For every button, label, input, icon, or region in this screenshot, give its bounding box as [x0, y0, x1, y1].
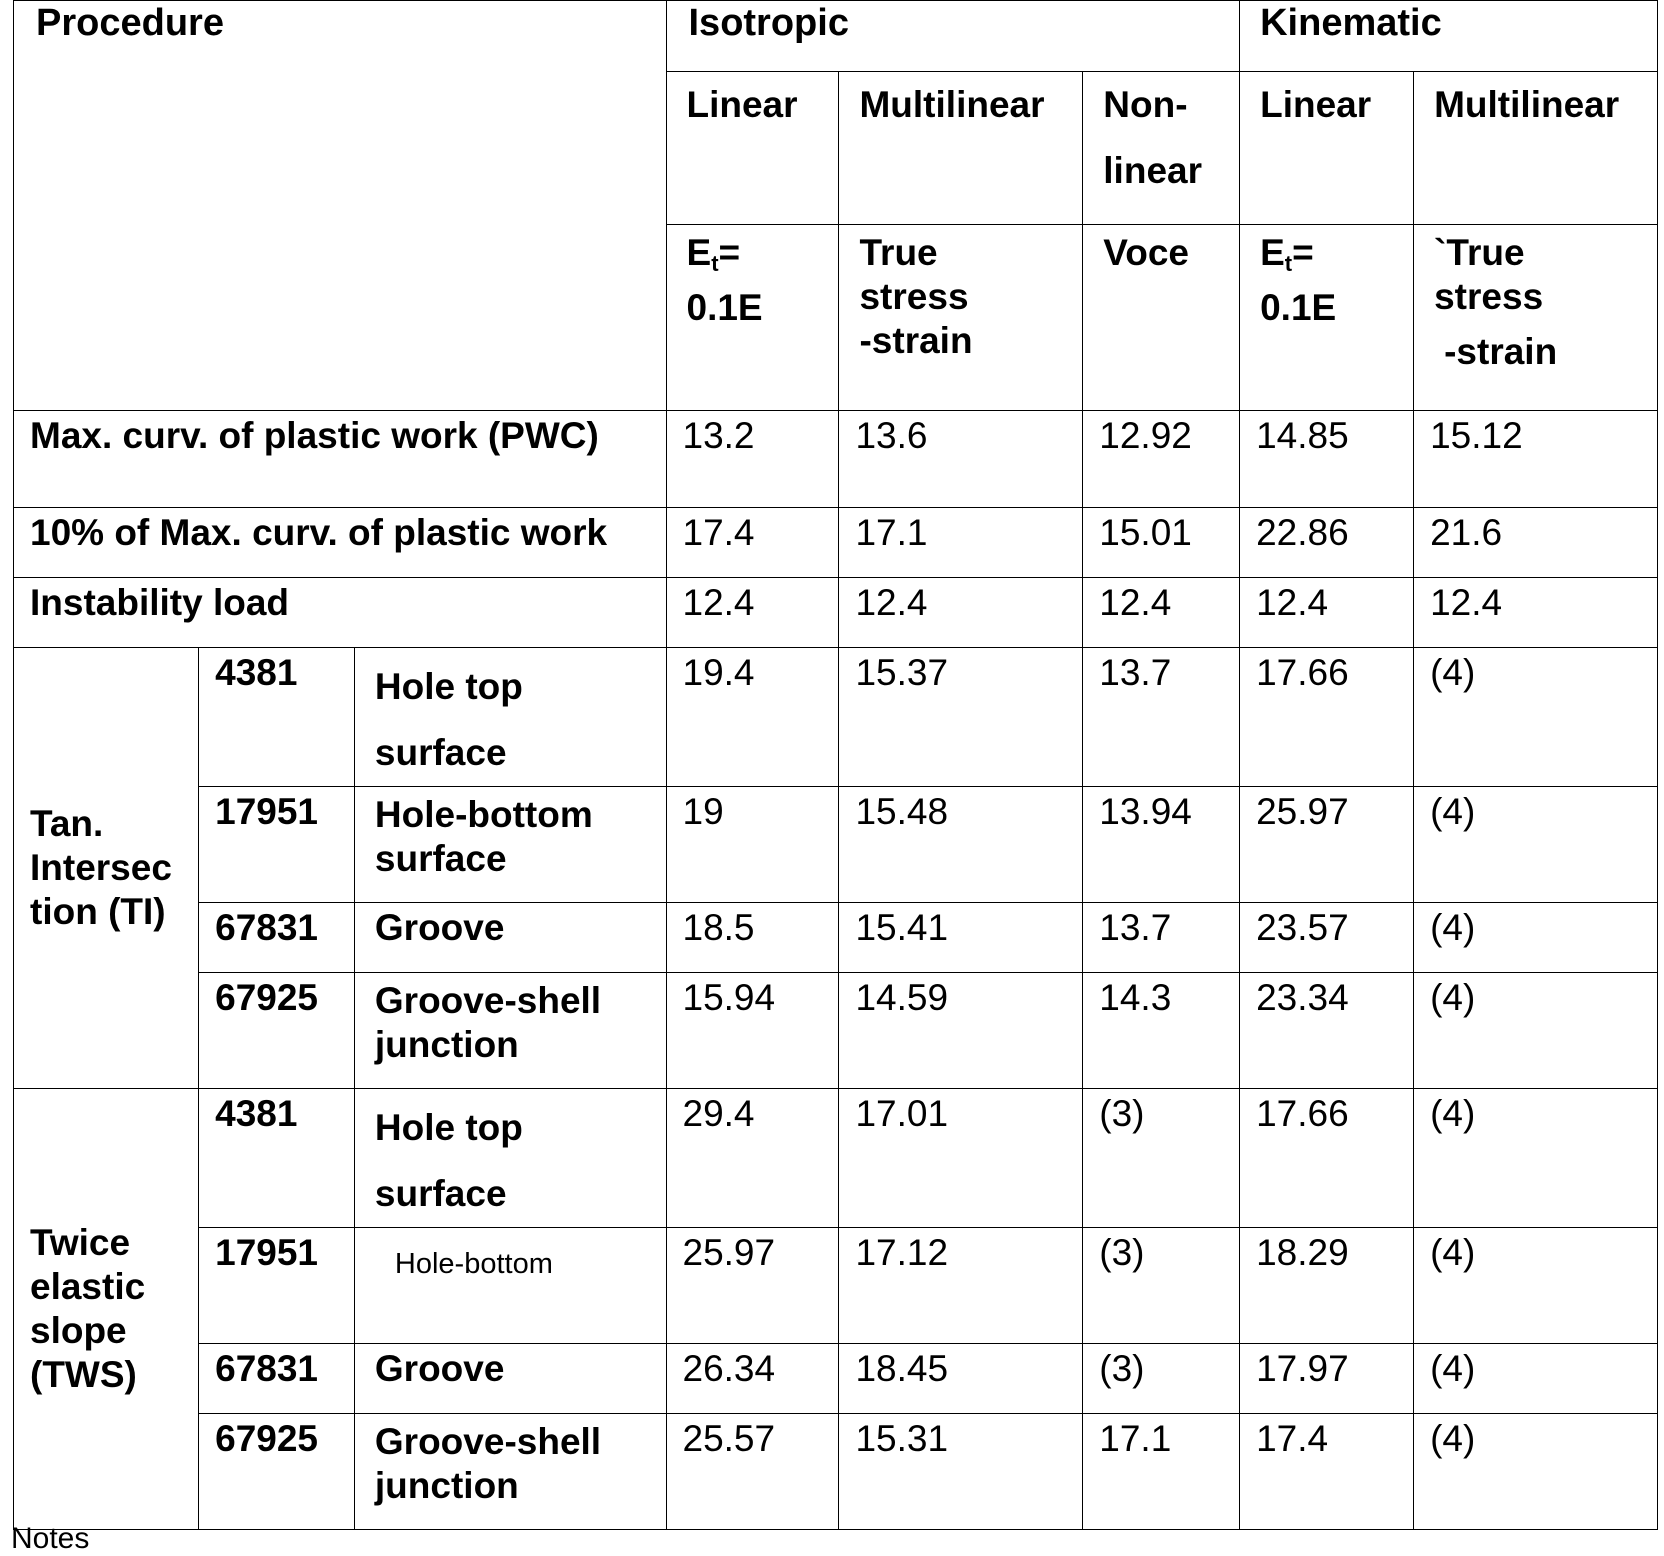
table-cell: (4) — [1414, 1414, 1658, 1530]
table-row — [14, 1228, 1658, 1344]
location-line: Hole top — [374, 666, 523, 707]
node-cell: 67831 — [199, 903, 355, 973]
table-cell: 17.01 — [839, 1089, 1083, 1228]
procedure-header — [14, 1, 667, 411]
kin-multi-model-line-1: `True — [1434, 232, 1525, 273]
row-label: Max. curv. of plastic work (PWC) — [14, 411, 667, 508]
table-cell: 17.97 — [1240, 1344, 1414, 1414]
table-cell: 13.2 — [666, 411, 839, 508]
procedure-header-text: Procedure — [36, 2, 224, 44]
group-label-tws — [14, 1089, 199, 1530]
location-line: junction — [374, 1465, 519, 1506]
kin-linear-model — [1240, 225, 1414, 411]
table-cell: 14.85 — [1240, 411, 1414, 508]
node-cell: 17951 — [199, 787, 355, 903]
location-cell — [354, 648, 666, 787]
table-cell: 18.29 — [1240, 1228, 1414, 1344]
group-label-line: (TWS) — [30, 1354, 137, 1395]
kinematic-header-text: Kinematic — [1260, 2, 1442, 44]
location-cell — [354, 1089, 666, 1228]
table-cell: 29.4 — [666, 1089, 839, 1228]
location-line: Groove — [374, 907, 505, 948]
table-row — [14, 411, 1658, 508]
iso-multilinear-model — [839, 225, 1083, 411]
table-row — [14, 508, 1658, 578]
node-cell: 4381 — [199, 648, 355, 787]
table-cell: 15.01 — [1083, 508, 1240, 578]
kin-multilinear-header — [1414, 72, 1658, 225]
location-cell — [354, 973, 666, 1089]
table-cell: 22.86 — [1240, 508, 1414, 578]
table-cell: (3) — [1083, 1344, 1240, 1414]
location-line: Hole-bottom — [394, 1248, 553, 1280]
table-cell: 15.37 — [839, 648, 1083, 787]
kinematic-header — [1240, 1, 1658, 72]
iso-linear-model-sub: t — [711, 251, 719, 276]
table-cell: 17.1 — [1083, 1414, 1240, 1530]
table-cell: 17.1 — [839, 508, 1083, 578]
iso-nonlinear-line-1: Non- — [1103, 84, 1188, 125]
node-cell: 67925 — [199, 1414, 355, 1530]
table-cell: 15.31 — [839, 1414, 1083, 1530]
node-cell: 67831 — [199, 1344, 355, 1414]
iso-linear-model-e: E — [686, 232, 712, 273]
table-cell: 18.45 — [839, 1344, 1083, 1414]
table-cell: 23.34 — [1240, 973, 1414, 1089]
results-table-wrapper — [13, 0, 1658, 1530]
iso-multi-model-line-1: True — [859, 232, 938, 273]
table-cell: 19.4 — [666, 648, 839, 787]
kin-multi-model-line-2: stress — [1434, 276, 1544, 317]
table-cell: 13.6 — [839, 411, 1083, 508]
iso-multi-model-line-3: -strain — [859, 320, 973, 361]
table-cell: 14.59 — [839, 973, 1083, 1089]
kin-linear-model-line-1 — [1260, 231, 1405, 286]
table-cell: 15.12 — [1414, 411, 1658, 508]
table-row — [14, 787, 1658, 903]
iso-multilinear-text: Multilinear — [859, 84, 1045, 125]
group-label-line: Tan. — [30, 803, 104, 844]
table-cell: (4) — [1414, 1344, 1658, 1414]
node-cell: 4381 — [199, 1089, 355, 1228]
table-row — [14, 1089, 1658, 1228]
table-row — [14, 578, 1658, 648]
table-cell: 12.4 — [839, 578, 1083, 648]
node-cell: 67925 — [199, 973, 355, 1089]
table-cell: (4) — [1414, 1228, 1658, 1344]
table-cell: (4) — [1414, 648, 1658, 787]
table-cell: 15.41 — [839, 903, 1083, 973]
notes-label: Notes — [11, 1522, 90, 1555]
table-cell: 12.92 — [1083, 411, 1240, 508]
table-cell: 12.4 — [1083, 578, 1240, 648]
isotropic-header — [666, 1, 1240, 72]
iso-nonlinear-model — [1083, 225, 1240, 411]
header-row-1 — [14, 1, 1658, 72]
iso-nonlinear-line-2: linear — [1103, 150, 1202, 191]
table-cell: 19 — [666, 787, 839, 903]
row-label: Instability load — [14, 578, 667, 648]
location-line: surface — [374, 732, 507, 773]
kin-linear-model-line-2: 0.1E — [1260, 287, 1337, 328]
kin-linear-model-eq: = — [1292, 232, 1314, 273]
table-cell: 25.57 — [666, 1414, 839, 1530]
iso-nonlinear-model-text: Voce — [1103, 232, 1189, 273]
iso-linear-text: Linear — [686, 84, 798, 125]
kin-linear-header — [1240, 72, 1414, 225]
group-label-line: tion (TI) — [30, 891, 166, 932]
kin-multi-model-line-3: -strain — [1444, 331, 1558, 372]
kin-linear-model-sub: t — [1284, 251, 1293, 276]
iso-nonlinear-header — [1083, 72, 1240, 225]
table-cell: 13.94 — [1083, 787, 1240, 903]
location-line: Hole-bottom — [374, 794, 593, 835]
iso-multilinear-header — [839, 72, 1083, 225]
table-cell: 17.4 — [666, 508, 839, 578]
table-cell: (3) — [1083, 1228, 1240, 1344]
table-cell: 14.3 — [1083, 973, 1240, 1089]
results-table — [13, 0, 1658, 1530]
table-cell: 18.5 — [666, 903, 839, 973]
location-line: junction — [374, 1024, 519, 1065]
location-cell — [354, 903, 666, 973]
table-cell: (4) — [1414, 973, 1658, 1089]
table-row — [14, 1344, 1658, 1414]
row-label: 10% of Max. curv. of plastic work — [14, 508, 667, 578]
table-cell: 12.4 — [1240, 578, 1414, 648]
location-cell — [354, 1344, 666, 1414]
table-cell: 15.48 — [839, 787, 1083, 903]
location-line: surface — [374, 1173, 507, 1214]
iso-linear-model-eq: = — [718, 232, 741, 273]
group-label-line: slope — [30, 1310, 127, 1351]
table-cell: 17.12 — [839, 1228, 1083, 1344]
kin-multilinear-model — [1414, 225, 1658, 411]
location-cell — [354, 787, 666, 903]
table-cell: (4) — [1414, 1089, 1658, 1228]
location-cell — [354, 1228, 666, 1344]
kin-linear-text: Linear — [1260, 84, 1372, 125]
table-cell: (3) — [1083, 1089, 1240, 1228]
table-cell: 25.97 — [666, 1228, 839, 1344]
iso-linear-model-line-2: 0.1E — [686, 287, 763, 328]
node-cell: 17951 — [199, 1228, 355, 1344]
iso-multi-model-line-2: stress — [859, 276, 969, 317]
isotropic-header-text: Isotropic — [688, 2, 849, 44]
table-row — [14, 648, 1658, 787]
table-cell: 12.4 — [666, 578, 839, 648]
iso-linear-header — [666, 72, 839, 225]
table-cell: 17.66 — [1240, 648, 1414, 787]
location-line: Groove-shell — [374, 980, 602, 1021]
location-line: surface — [374, 838, 507, 879]
kin-linear-model-e: E — [1260, 232, 1285, 273]
table-cell: 15.94 — [666, 973, 839, 1089]
table-cell: (4) — [1414, 787, 1658, 903]
table-cell: 21.6 — [1414, 508, 1658, 578]
table-row — [14, 903, 1658, 973]
table-cell: 12.4 — [1414, 578, 1658, 648]
table-cell: 25.97 — [1240, 787, 1414, 903]
iso-linear-model — [666, 225, 839, 411]
table-cell: 17.66 — [1240, 1089, 1414, 1228]
table-cell: 17.4 — [1240, 1414, 1414, 1530]
table-cell: 23.57 — [1240, 903, 1414, 973]
kin-multilinear-text: Multilinear — [1434, 84, 1620, 125]
group-label-line: Intersec — [30, 847, 172, 888]
table-cell: 26.34 — [666, 1344, 839, 1414]
iso-linear-model-line-1 — [687, 231, 831, 286]
group-label-ti — [14, 648, 199, 1089]
table-cell: 13.7 — [1083, 648, 1240, 787]
location-line: Groove-shell — [374, 1421, 602, 1462]
table-row — [14, 1414, 1658, 1530]
table-cell: (4) — [1414, 903, 1658, 973]
location-line: Groove — [374, 1348, 505, 1389]
location-line: Hole top — [374, 1107, 523, 1148]
group-label-line: elastic — [30, 1266, 146, 1307]
group-label-line: Twice — [30, 1222, 131, 1263]
location-cell — [354, 1414, 666, 1530]
table-cell: 13.7 — [1083, 903, 1240, 973]
table-row — [14, 973, 1658, 1089]
